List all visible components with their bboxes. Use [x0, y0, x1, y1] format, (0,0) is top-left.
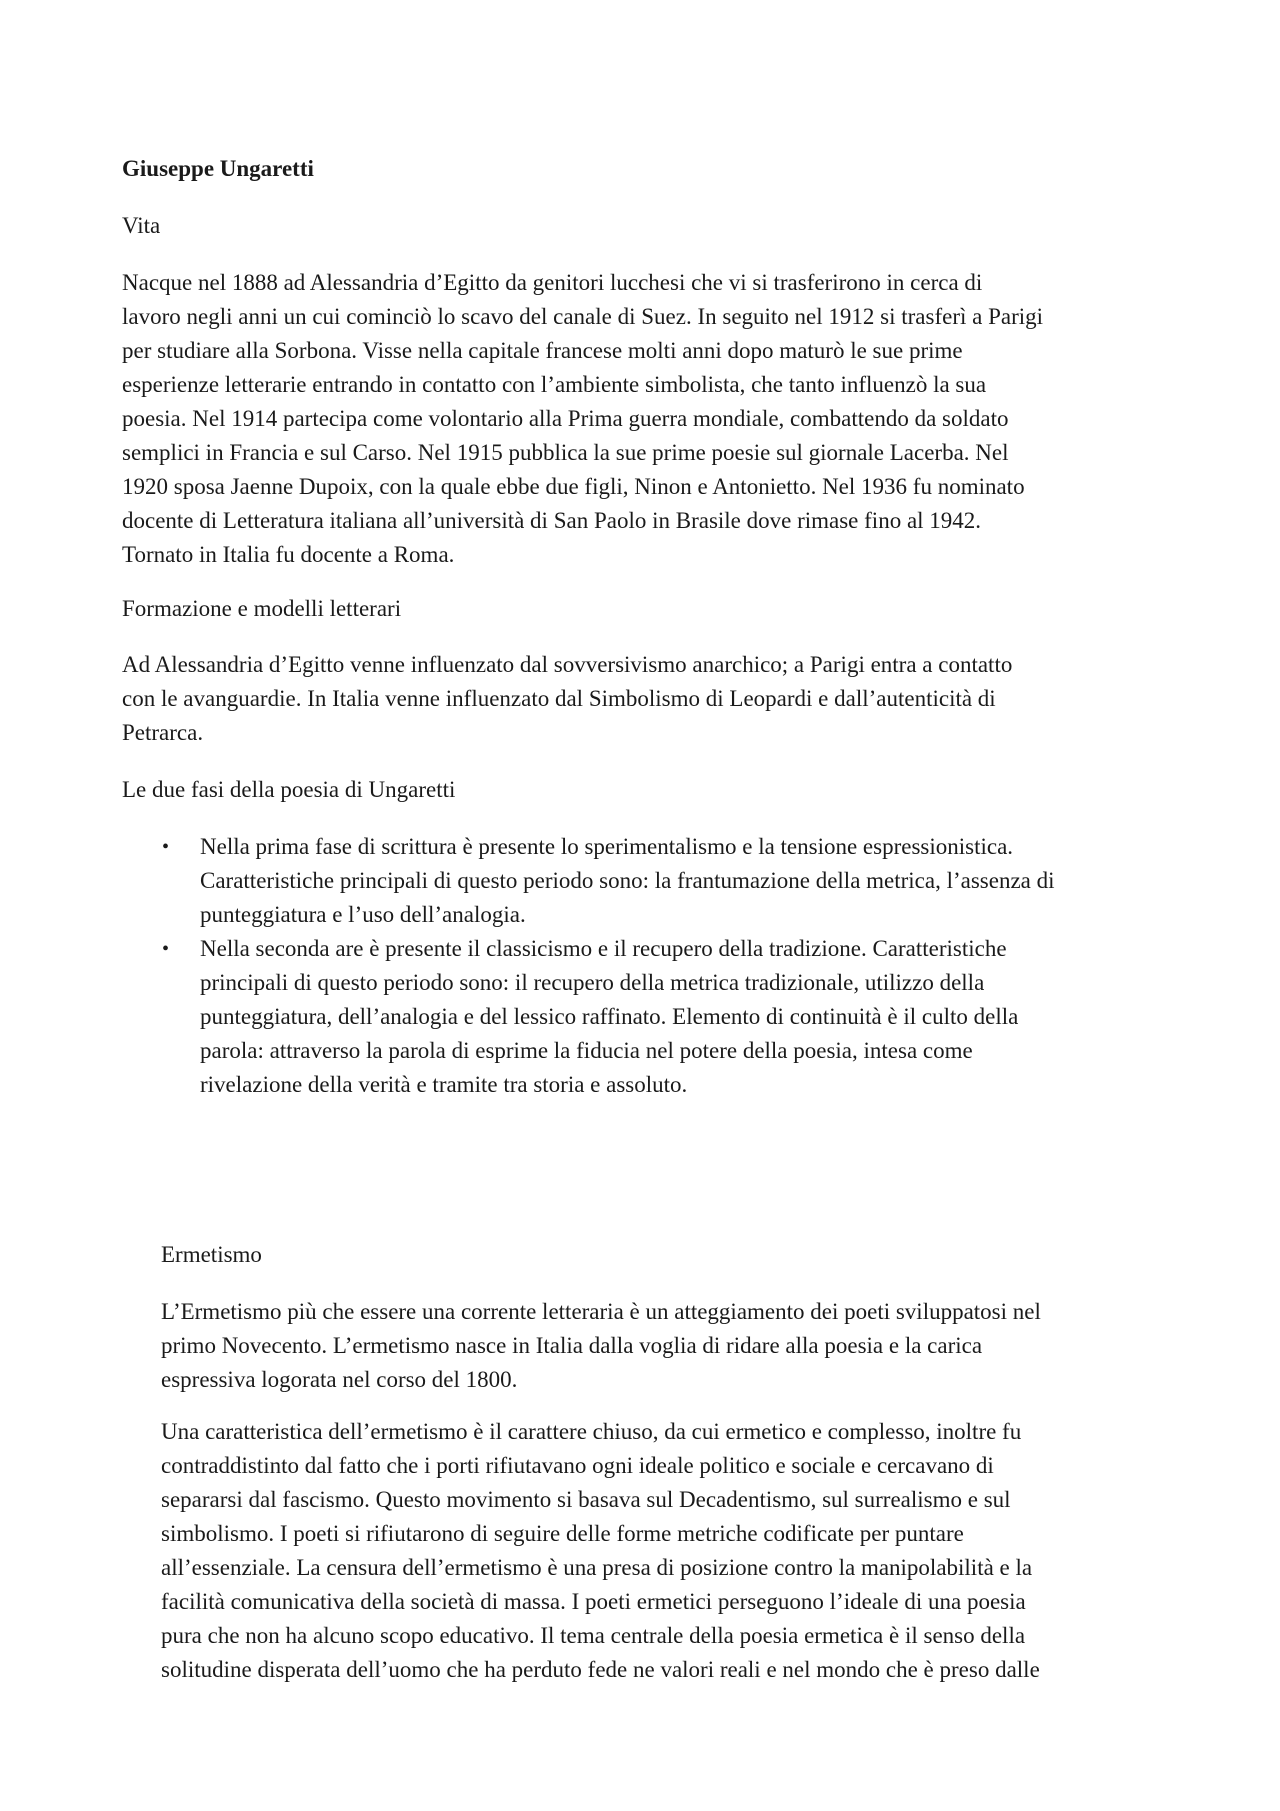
text-line: L’Ermetismo più che essere una corrente letteraria è un atteggiamento dei poeti sviluppatosi nel: [161, 1299, 1041, 1324]
text-line: Caratteristiche principali di questo periodo sono: la frantumazione della metrica, l’assenza di: [200, 868, 1055, 893]
text-line: primo Novecento. L’ermetismo nasce in Italia dalla voglia di ridare alla poesia e la carica: [161, 1333, 983, 1358]
text-line: per studiare alla Sorbona. Visse nella capitale francese molti anni dopo maturò le sue prime: [122, 338, 963, 363]
document-title: Giuseppe Ungaretti: [122, 156, 314, 181]
section-heading-ermetismo: Ermetismo: [161, 1242, 262, 1267]
paragraph-ermetismo-1: [161, 1295, 1171, 1397]
bullet-icon: •: [162, 836, 170, 858]
section-heading-fasi: Le due fasi della poesia di Ungaretti: [122, 777, 456, 802]
bullet-list-fasi: [152, 830, 1167, 1102]
text-line: Nacque nel 1888 ad Alessandria d’Egitto da genitori lucchesi che vi si trasferirono in cerca di: [122, 270, 983, 295]
section-heading-formazione: Formazione e modelli letterari: [122, 596, 402, 621]
text-line: punteggiatura e l’uso dell’analogia.: [200, 902, 526, 927]
text-line: docente di Letteratura italiana all’università di San Paolo in Brasile dove rimase fino al 1942.: [122, 508, 982, 533]
text-line: pura che non ha alcuno scopo educativo. Il tema centrale della poesia ermetica è il senso della: [161, 1623, 1026, 1648]
text-line: Ad Alessandria d’Egitto venne influenzato dal sovversivismo anarchico; a Parigi entra a contatto: [122, 652, 1013, 677]
text-line: principali di questo periodo sono: il recupero della metrica tradizionale, utilizzo della: [200, 970, 985, 995]
text-line: Petrarca.: [122, 720, 204, 745]
text-line: Una caratteristica dell’ermetismo è il carattere chiuso, da cui ermetico e complesso, inoltre fu: [161, 1419, 1022, 1444]
text-line: separarsi dal fascismo. Questo movimento si basava sul Decadentismo, sul surrealismo e sul: [161, 1487, 1011, 1512]
text-line: lavoro negli anni un cui cominciò lo scavo del canale di Suez. In seguito nel 1912 si trasferì a Parigi: [122, 304, 1044, 329]
text-line: poesia. Nel 1914 partecipa come volontario alla Prima guerra mondiale, combattendo da soldato: [122, 406, 1009, 431]
text-line: esperienze letterarie entrando in contatto con l’ambiente simbolista, che tanto influenzò la sua: [122, 372, 987, 397]
text-line: simbolismo. I poeti si rifiutarono di seguire delle forme metriche codificate per puntare: [161, 1521, 964, 1546]
paragraph-vita: [122, 266, 1167, 572]
section-heading-vita: Vita: [122, 213, 161, 238]
text-line: facilità comunicativa della società di massa. I poeti ermetici perseguono l’ideale di una poesia: [161, 1589, 1026, 1614]
text-line: 1920 sposa Jaenne Dupoix, con la quale ebbe due figli, Ninon e Antonietto. Nel 1936 fu nominato: [122, 474, 1025, 499]
paragraph-ermetismo-2: [161, 1415, 1171, 1687]
text-line: rivelazione della verità e tramite tra storia e assoluto.: [200, 1072, 688, 1097]
text-line: espressiva logorata nel corso del 1800.: [161, 1367, 518, 1392]
text-line: contraddistinto dal fatto che i porti rifiutavano ogni ideale politico e sociale e cercavano di: [161, 1453, 994, 1478]
text-line: solitudine disperata dell’uomo che ha perduto fede ne valori reali e nel mondo che è preso dalle: [161, 1657, 1040, 1682]
text-line: all’essenziale. La censura dell’ermetismo è una presa di posizione contro la manipolabilità e la: [161, 1555, 1033, 1580]
bullet-icon: •: [162, 938, 170, 960]
text-line: Nella seconda are è presente il classicismo e il recupero della tradizione. Caratteristiche: [200, 936, 1007, 961]
paragraph-formazione: [122, 648, 1167, 750]
text-line: punteggiatura, dell’analogia e del lessico raffinato. Elemento di continuità è il culto della: [200, 1004, 1019, 1029]
text-line: con le avanguardie. In Italia venne influenzato dal Simbolismo di Leopardi e dall’autenticità di: [122, 686, 996, 711]
text-line: semplici in Francia e sul Carso. Nel 1915 pubblica la sue prime poesie sul giornale Lacerba. Nel: [122, 440, 1009, 465]
text-line: parola: attraverso la parola di esprime la fiducia nel potere della poesia, intesa come: [200, 1038, 973, 1063]
text-line: Nella prima fase di scrittura è presente lo sperimentalismo e la tensione espressionistica.: [200, 834, 1014, 859]
list-item: [152, 830, 1167, 932]
text-line: Tornato in Italia fu docente a Roma.: [122, 542, 455, 567]
list-item: [152, 932, 1167, 1102]
